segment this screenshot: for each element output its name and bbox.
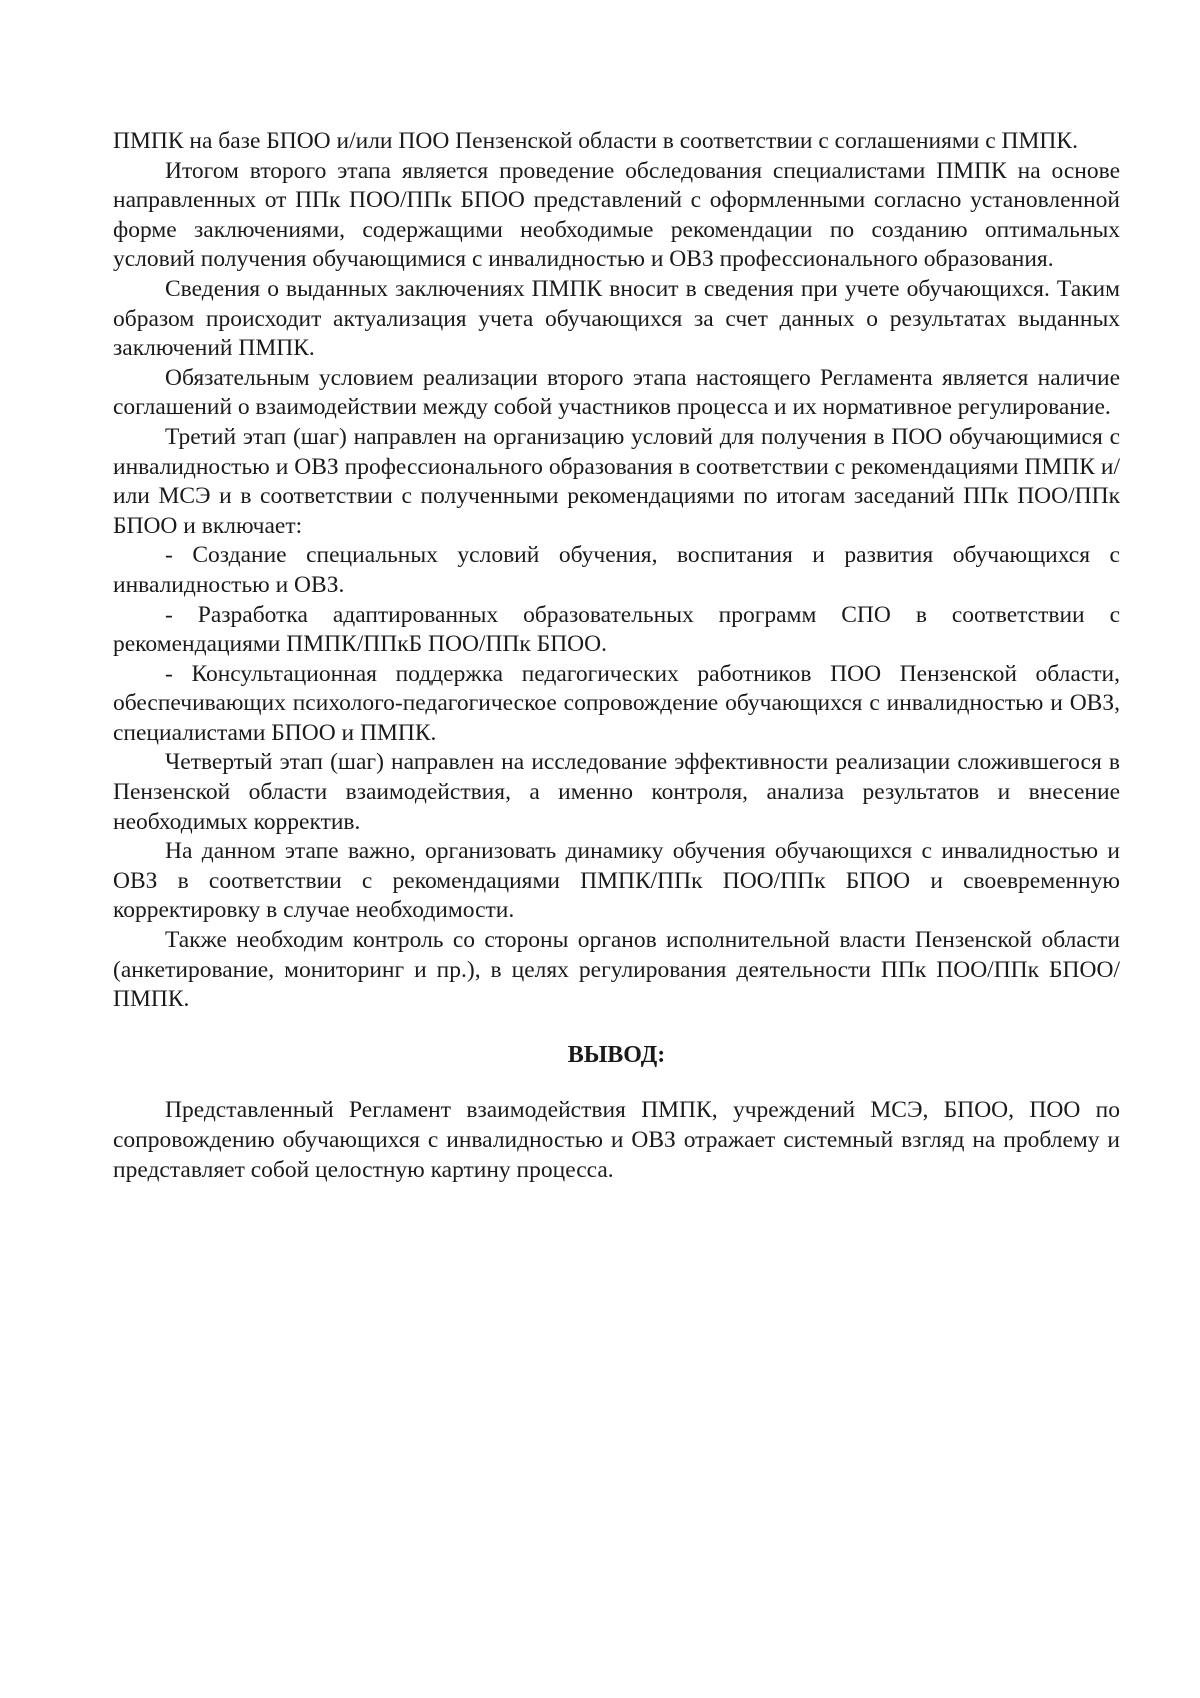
- conclusion-heading: ВЫВОД:: [567, 1041, 666, 1068]
- list-item-adapted-programs: - Разработка адаптированных образовательных программ СПО в соответствии с рекомендациями ПМПК/ППкБ ПОО/ППк БПОО.: [113, 601, 1120, 658]
- list-item-special-conditions: - Создание специальных условий обучения, воспитания и развития обучающихся с инвалидностью и ОВЗ.: [113, 542, 1120, 598]
- conclusion-paragraph: Представленный Регламент взаимодействия ПМПК, учреждений МСЭ, БПОО, ПОО по сопровождению обучающихся с инвалидностью и ОВЗ отражает системный взгляд на проблему и представляет собой целостную картину процесса.: [113, 1097, 1120, 1183]
- paragraph-stage-three: Третий этап (шаг) направлен на организацию условий для получения в ПОО обучающимися с инвалидностью и ОВЗ профессионального образования в соответствии с рекомендациями ПМПК и/или МСЭ и в соответствии с полученными рекомендациями по итогам заседаний ППк ПОО/ППк БПОО и включает:: [113, 423, 1120, 539]
- paragraph-stage-two-result: Итогом второго этапа является проведение обследования специалистами ПМПК на основе направленных от ППк ПОО/ППк БПОО представлений с оформленными согласно установленной форме заключениями, содержащими необходимые рекомендации по созданию оптимальных условий получения обучающимися с инвалидностью и ОВЗ профессионального образования.: [113, 157, 1120, 273]
- list-item-consulting-support: - Консультационная поддержка педагогических работников ПОО Пензенской области, обеспечивающих психолого-педагогическое сопровождение обучающихся с инвалидностью и ОВЗ, специалистами БПОО и ПМПК.: [113, 660, 1120, 746]
- paragraph-continuation: ПМПК на базе БПОО и/или ПОО Пензенской области в соответствии с соглашениями с ПМПК.: [113, 128, 1078, 154]
- paragraph-conclusions-info: Сведения о выданных заключениях ПМПК вносит в сведения при учете обучающихся. Таким образом происходит актуализация учета обучающихся за счет данных о результатах выданных заключений ПМПК.: [113, 275, 1120, 362]
- paragraph-stage-four: Четвертый этап (шаг) направлен на исследование эффективности реализации сложившегося в Пензенской области взаимодействия, а именно контроля, анализа результатов и внесение необходимых корректив.: [113, 749, 1120, 835]
- paragraph-mandatory-condition: Обязательным условием реализации второго этапа настоящего Регламента является наличие соглашений о взаимодействии между собой участников процесса и их нормативное регулирование.: [113, 364, 1120, 421]
- paragraph-control: Также необходим контроль со стороны органов исполнительной власти Пензенской области (анкетирование, мониторинг и пр.), в целях регулирования деятельности ППк ПОО/ППк БПОО/ПМПК.: [113, 927, 1120, 1013]
- paragraph-dynamics: На данном этапе важно, организовать динамику обучения обучающихся с инвалидностью и ОВЗ в соответствии с рекомендациями ПМПК/ППк ПОО/ППк БПОО и своевременную корректировку в случае необходимости.: [113, 838, 1120, 924]
- document-page: [113, 127, 1120, 1185]
